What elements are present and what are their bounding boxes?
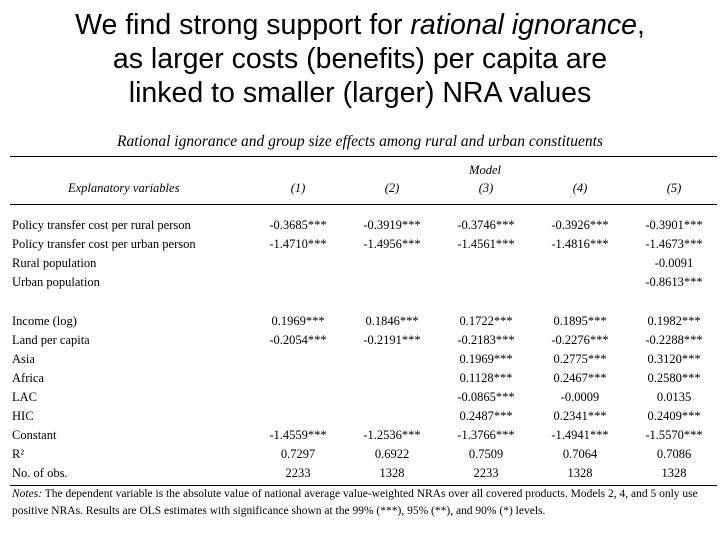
- table-cell: -0.2191***: [363, 333, 421, 347]
- row-label: Land per capita: [12, 333, 90, 347]
- notes-label: Notes:: [12, 488, 43, 500]
- table-cell: -0.2276***: [551, 333, 609, 347]
- table-cell: -1.4561***: [457, 237, 515, 251]
- table-cell: -1.4673***: [645, 237, 703, 251]
- table-cell: 1328: [661, 466, 687, 480]
- header-model-5: (5): [666, 181, 682, 195]
- header-model-4: (4): [572, 181, 588, 195]
- headline-line-3: linked to smaller (larger) NRA values: [128, 77, 592, 109]
- row-label: Income (log): [12, 314, 77, 328]
- table-header-rule: [10, 204, 717, 205]
- row-label: Policy transfer cost per urban person: [12, 237, 196, 251]
- row-label: Policy transfer cost per rural person: [12, 218, 191, 232]
- headline-line-2: as larger costs (benefits) per capita are: [112, 43, 608, 75]
- table-cell: 1328: [379, 466, 405, 480]
- table-cell: -0.2183***: [457, 333, 515, 347]
- table-cell: 0.7086: [656, 447, 692, 461]
- table-cell: -0.0865***: [457, 390, 515, 404]
- table-cell: -0.3746***: [457, 218, 515, 232]
- row-label: LAC: [12, 390, 37, 404]
- table-cell: -1.5570***: [645, 428, 703, 442]
- row-label: Urban population: [12, 275, 100, 289]
- table-cell: 0.7064: [562, 447, 598, 461]
- header-model-1: (1): [290, 181, 306, 195]
- table-cell: 0.1969***: [271, 314, 325, 328]
- table-cell: 0.2409***: [647, 409, 701, 423]
- table-cell: -1.4956***: [363, 237, 421, 251]
- table-cell: 2233: [285, 466, 311, 480]
- table-cell: -1.3766***: [457, 428, 515, 442]
- table-cell: 0.7509: [468, 447, 504, 461]
- row-label: Rural population: [12, 256, 97, 270]
- table-cell: 1328: [567, 466, 593, 480]
- header-model-2: (2): [384, 181, 400, 195]
- header-explanatory-variables: Explanatory variables: [68, 181, 180, 195]
- table-cell: 0.3120***: [647, 352, 701, 366]
- table-cell: 0.1895***: [553, 314, 607, 328]
- table-cell: -0.3926***: [551, 218, 609, 232]
- table-cell: -0.2054***: [269, 333, 327, 347]
- header-model-3: (3): [478, 181, 494, 195]
- table-cell: 0.1722***: [459, 314, 513, 328]
- table-cell: -1.4559***: [269, 428, 327, 442]
- table-cell: 0.1846***: [365, 314, 419, 328]
- table-cell: -1.4941***: [551, 428, 609, 442]
- table-cell: 0.2487***: [459, 409, 513, 423]
- table-cell: -0.3685***: [269, 218, 327, 232]
- header-model: Model: [469, 163, 501, 177]
- table-cell: 0.0135: [656, 390, 692, 404]
- table-cell: 0.2341***: [553, 409, 607, 423]
- table-cell: 0.1982***: [647, 314, 701, 328]
- table-cell: 0.2580***: [647, 371, 701, 385]
- table-cell: 0.6922: [374, 447, 410, 461]
- table-cell: -0.0009: [560, 390, 600, 404]
- table-cell: 2233: [473, 466, 499, 480]
- table-caption: Rational ignorance and group size effects among rural and urban constituents: [117, 133, 603, 150]
- table-cell: 0.7297: [280, 447, 316, 461]
- table-cell: -1.2536***: [363, 428, 421, 442]
- table-cell: -0.0091: [654, 256, 694, 270]
- row-label: Africa: [12, 371, 44, 385]
- table-cell: -0.8613***: [645, 275, 703, 289]
- slide-headline: [0, 8, 720, 110]
- headline-emphasis: rational ignorance: [410, 9, 637, 41]
- table-cell: -1.4710***: [269, 237, 327, 251]
- table-notes: [12, 486, 712, 520]
- row-label: No. of obs.: [12, 466, 68, 480]
- row-label: Constant: [12, 428, 57, 442]
- row-label: HIC: [12, 409, 34, 423]
- headline-line-1: We find strong support for rational ignorance,: [75, 9, 645, 41]
- row-label: R²: [12, 447, 25, 461]
- table-cell: 0.2775***: [553, 352, 607, 366]
- table-cell: -0.3919***: [363, 218, 421, 232]
- notes-text: The dependent variable is the absolute value of national average value-weighted NRAs over all covered products. Models 2, 4, and 5 only use positive NRAs. Results are OLS estimates with significance shown at the 99% (***), 95% (**), and 90% (*) levels.: [12, 488, 698, 517]
- table-cell: 0.2467***: [553, 371, 607, 385]
- table-cell: 0.1128***: [459, 371, 513, 385]
- table-top-rule: [10, 156, 717, 157]
- table-cell: -1.4816***: [551, 237, 609, 251]
- row-label: Asia: [12, 352, 35, 366]
- table-cell: 0.1969***: [459, 352, 513, 366]
- table-cell: -0.3901***: [645, 218, 703, 232]
- table-cell: -0.2288***: [645, 333, 703, 347]
